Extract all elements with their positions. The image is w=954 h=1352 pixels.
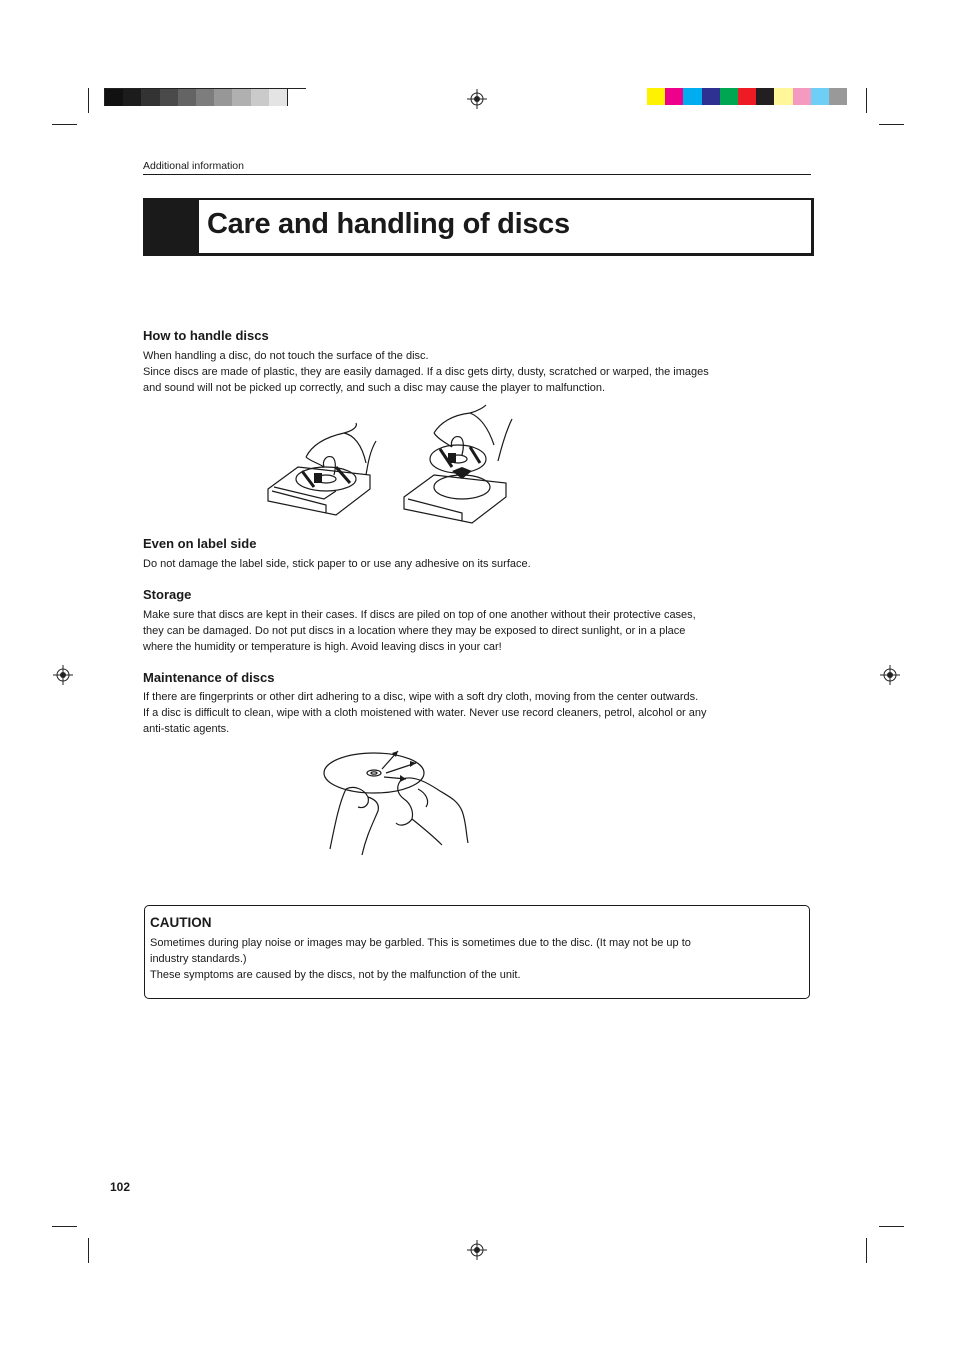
text-line: industry standards.) (150, 952, 247, 965)
text-line: These symptoms are caused by the discs, not by the malfunction of the unit. (150, 968, 521, 981)
calibration-swatch (702, 88, 720, 105)
calibration-swatch (214, 89, 232, 106)
section-text-maintenance (143, 690, 811, 737)
crop-mark-tl-h (52, 124, 77, 125)
calibration-swatch (196, 89, 214, 106)
text-line: If a disc is difficult to clean, wipe with a cloth moistened with water. Never use record cleaners, petrol, alcohol or any (143, 706, 707, 719)
text-line: and sound will not be picked up correctly, and such a disc may cause the player to malfunction. (143, 381, 606, 394)
text-line: where the humidity or temperature is high. Avoid leaving discs in your car! (143, 640, 502, 653)
text-line: anti-static agents. (143, 722, 230, 735)
calibration-swatch (269, 89, 287, 106)
disc-handling-illustration (266, 405, 526, 525)
title-box (143, 198, 814, 256)
disc-cleaning-illustration (322, 745, 472, 855)
text-line: they can be damaged. Do not put discs in a location where they may be exposed to direct sunlight, or in a place (143, 624, 686, 637)
header-rule (143, 174, 811, 175)
text-line: Since discs are made of plastic, they are easily damaged. If a disc gets dirty, dusty, scratched or warped, the images (143, 365, 709, 378)
calibration-swatch (105, 89, 123, 106)
calibration-swatch (774, 88, 792, 105)
calibration-swatch (683, 88, 701, 105)
text-line: If there are fingerprints or other dirt adhering to a disc, wipe with a soft dry cloth, moving from the center outwards. (143, 691, 699, 703)
section-label: Additional information (143, 160, 244, 172)
crop-mark-bl-h (52, 1226, 77, 1227)
calibration-swatch (665, 88, 683, 105)
section-text-label-side (143, 557, 811, 573)
calibration-swatch (756, 88, 774, 105)
section-heading-label-side: Even on label side (143, 536, 257, 551)
calibration-swatch (287, 89, 306, 106)
text-line: When handling a disc, do not touch the surface of the disc. (143, 350, 429, 362)
calibration-swatch (141, 89, 159, 106)
crop-mark-tr-v (866, 88, 867, 113)
calibration-swatch (738, 88, 756, 105)
page-title: Care and handling of discs (207, 208, 570, 240)
section-heading-handle: How to handle discs (143, 328, 269, 343)
section-heading-maintenance: Maintenance of discs (143, 670, 275, 685)
calibration-swatch (793, 88, 811, 105)
caution-heading: CAUTION (150, 915, 212, 930)
registration-target-icon (53, 665, 73, 685)
calibration-swatch (829, 88, 847, 105)
color-calibration-bar (647, 88, 847, 106)
calibration-swatch (647, 88, 665, 105)
crop-mark-tr-h (879, 124, 904, 125)
title-block (145, 200, 199, 253)
text-line: Sometimes during play noise or images may be garbled. This is sometimes due to the disc. (It may not be up to (150, 937, 691, 949)
calibration-swatch (251, 89, 269, 106)
crop-mark-br-v (866, 1238, 867, 1263)
calibration-swatch (811, 88, 829, 105)
crop-mark-tl-v (88, 88, 89, 113)
section-text-storage (143, 608, 811, 655)
text-line: Make sure that discs are kept in their cases. If discs are piled on top of one another without their protective cases, (143, 609, 696, 621)
page-number: 102 (110, 1180, 131, 1194)
calibration-swatch (123, 89, 141, 106)
calibration-swatch (720, 88, 738, 105)
crop-mark-br-h (879, 1226, 904, 1227)
registration-target-icon (880, 665, 900, 685)
text-line: Do not damage the label side, stick paper to or use any adhesive on its surface. (143, 558, 531, 570)
calibration-swatch (178, 89, 196, 106)
crop-mark-bl-v (88, 1238, 89, 1263)
calibration-swatch (160, 89, 178, 106)
section-text-handle (143, 349, 811, 396)
registration-target-icon (467, 89, 487, 109)
registration-target-icon (467, 1240, 487, 1260)
grayscale-calibration-bar (104, 88, 306, 106)
section-heading-storage: Storage (143, 587, 192, 602)
caution-box (144, 905, 810, 999)
caution-text (150, 936, 800, 983)
calibration-swatch (232, 89, 250, 106)
